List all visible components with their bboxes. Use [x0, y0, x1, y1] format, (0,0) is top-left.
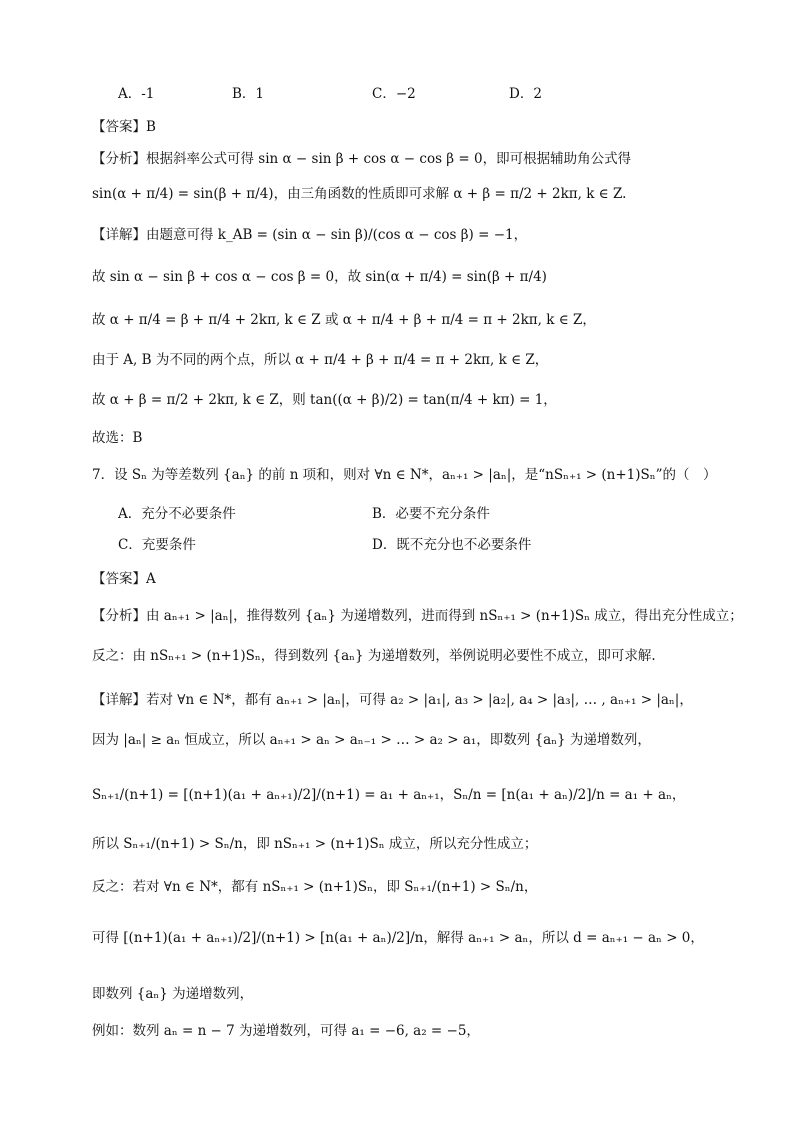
q6-analysis-line-2: sin(α + π/4) = sin(β + π/4)，由三角函数的性质即可求解 α + β = π/2 + 2kπ, k ∈ Z.	[92, 186, 627, 202]
q6-option-b: B．1	[232, 86, 265, 102]
q6-analysis-line-1: 【分析】根据斜率公式可得 sin α − sin β + cos α − cos β = 0，即可根据辅助角公式得	[92, 151, 632, 167]
q6-conclusion: 故选：B	[92, 430, 143, 446]
q7-detail-line-6: 可得 [(n+1)(a₁ + aₙ₊₁)/2]/(n+1) > [n(a₁ + aₙ)/2]/n，解得 aₙ₊₁ > aₙ，所以 d = aₙ₊₁ − aₙ > 0，	[92, 930, 704, 946]
q6-detail-line-1: 【详解】由题意可得 k_AB = (sin α − sin β)/(cos α − cos β) = −1，	[92, 227, 528, 243]
q7-option-d: D．既不充分也不必要条件	[372, 537, 532, 553]
q7-detail-line-3: Sₙ₊₁/(n+1) = [(n+1)(a₁ + aₙ₊₁)/2]/(n+1) = a₁ + aₙ₊₁，Sₙ/n = [n(a₁ + aₙ)/2]/n = a₁ + aₙ，	[92, 787, 686, 803]
q6-detail-line-4: 由于 A, B 为不同的两个点，所以 α + π/4 + β + π/4 = π + 2kπ, k ∈ Z，	[92, 352, 549, 368]
q7-detail-line-2: 因为 |aₙ| ≥ aₙ 恒成立，所以 aₙ₊₁ > aₙ > aₙ₋₁ > … > a₂ > a₁，即数列 {aₙ} 为递增数列，	[92, 732, 651, 748]
q6-detail-line-2: 故 sin α − sin β + cos α − cos β = 0，故 sin(α + π/4) = sin(β + π/4)	[92, 269, 547, 285]
q7-detail-line-4: 所以 Sₙ₊₁/(n+1) > Sₙ/n，即 nSₙ₊₁ > (n+1)Sₙ 成立，所以充分性成立；	[92, 836, 538, 852]
q7-analysis-line-2: 反之：由 nSₙ₊₁ > (n+1)Sₙ，得到数列 {aₙ} 为递增数列，举例说明必要性不成立，即可求解.	[92, 648, 656, 664]
q7-detail-line-8: 例如：数列 aₙ = n − 7 为递增数列，可得 a₁ = −6, a₂ = −5，	[92, 1023, 480, 1039]
q7-answer: 【答案】A	[92, 571, 156, 587]
q6-detail-line-5: 故 α + β = π/2 + 2kπ, k ∈ Z，则 tan((α + β)/2) = tan(π/4 + kπ) = 1，	[92, 392, 557, 408]
q7-detail-line-7: 即数列 {aₙ} 为递增数列，	[92, 986, 254, 1002]
q6-detail-line-3: 故 α + π/4 = β + π/4 + 2kπ, k ∈ Z 或 α + π/4 + β + π/4 = π + 2kπ, k ∈ Z，	[92, 312, 596, 328]
q7-detail-line-5: 反之：若对 ∀n ∈ N*，都有 nSₙ₊₁ > (n+1)Sₙ，即 Sₙ₊₁/(n+1) > Sₙ/n，	[92, 879, 538, 895]
q6-option-a: A．-1	[118, 86, 155, 102]
q6-answer: 【答案】B	[92, 119, 156, 135]
q7-option-c: C．充要条件	[118, 537, 196, 553]
q7-stem: 7．设 Sₙ 为等差数列 {aₙ} 的前 n 项和，则对 ∀n ∈ N*，aₙ₊₁ > |aₙ|，是“nSₙ₊₁ > (n+1)Sₙ”的（ ）	[92, 467, 717, 483]
q7-option-a: A．充分不必要条件	[118, 506, 236, 522]
q7-option-b: B．必要不充分条件	[372, 506, 490, 522]
q7-analysis-line-1: 【分析】由 aₙ₊₁ > |aₙ|，推得数列 {aₙ} 为递增数列，进而得到 nSₙ₊₁ > (n+1)Sₙ 成立，得出充分性成立；	[92, 608, 743, 624]
q7-detail-line-1: 【详解】若对 ∀n ∈ N*，都有 aₙ₊₁ > |aₙ|，可得 a₂ > |a₁|, a₃ > |a₂|, a₄ > |a₃|, … , aₙ₊₁ > |aₙ|，	[92, 692, 693, 708]
q6-option-c: C．−2	[372, 86, 416, 102]
q6-option-d: D．2	[509, 86, 542, 102]
